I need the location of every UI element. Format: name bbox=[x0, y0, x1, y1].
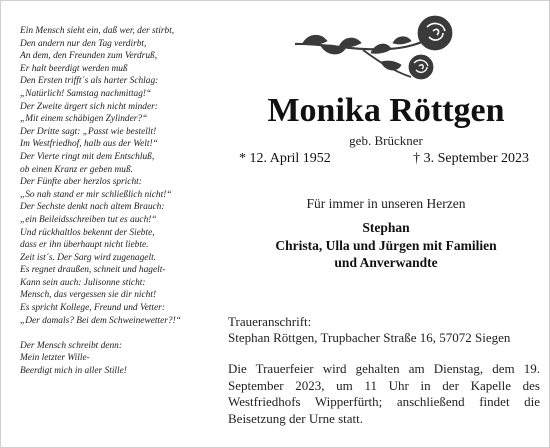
born-name: geb. Brückner bbox=[349, 133, 423, 148]
address-label: Traueranschrift: bbox=[228, 314, 312, 329]
poem-line: Der Sechste denkt nach altem Brauch: bbox=[20, 202, 165, 213]
poem-closing-line: Beerdigt mich in aller Stille! bbox=[20, 366, 127, 377]
poem-line: Ein Mensch sieht ein, daß wer, der stirbt, bbox=[20, 26, 175, 36]
poem-line: Mensch, das vergessen sie dir nicht! bbox=[20, 290, 157, 301]
mourners bbox=[226, 219, 546, 272]
poem-closing-line: Der Mensch schreibt denn: bbox=[20, 340, 122, 351]
poem-line: „Natürlich! Samstag nachmittag!“ bbox=[20, 88, 152, 99]
death-date: † 3. September 2023 bbox=[413, 151, 529, 166]
birth-date: * 12. April 1952 bbox=[239, 151, 331, 166]
poem-line: „Der damals? Bei dem Schweinewetter?!“ bbox=[20, 315, 181, 326]
poem-line: Zeit ist´s. Der Sarg wird zugenagelt. bbox=[20, 252, 157, 263]
poem-line: Im Westfriedhof, halb aus der Welt!“ bbox=[20, 139, 158, 150]
ceremony-text: Die Trauerfeier wird gehalten am Dienstag, dem 19. September 2023, um 11 Uhr in der Kapelle des Westfriedhofs Wipperfürth; anschließend findet die Beisetzung der Urne statt. bbox=[228, 361, 540, 426]
poem-line: Es spricht Kollege, Freund und Vetter: bbox=[20, 303, 165, 314]
address-value: Stephan Röttgen, Trupbacher Straße 16, 57072 Siegen bbox=[228, 330, 511, 345]
poem-line: „Mit einem schäbigen Zylinder?“ bbox=[20, 114, 148, 125]
poem-line: Und rückhaltlos bekennt der Siebte, bbox=[20, 227, 155, 238]
poem-line: Es regnet draußen, schneit und hagelt- bbox=[20, 265, 166, 276]
poem-line: Er halt beerdigt werden muß bbox=[20, 63, 128, 74]
mourner-line: Stephan bbox=[362, 220, 410, 235]
poem-line: Der Fünfte aber herzlos spricht: bbox=[20, 177, 142, 188]
poem-line: Der Vierte ringt mit dem Entschluß, bbox=[20, 151, 155, 162]
poem bbox=[20, 25, 220, 378]
mourner-line: und Anverwandte bbox=[334, 255, 438, 270]
mourning-address bbox=[228, 314, 548, 346]
memory-line: Für immer in unseren Herzen bbox=[306, 196, 466, 211]
poem-line: ob einen Kranz er geben muß. bbox=[20, 164, 134, 175]
poem-line: „So nah stand er mir schließlich nicht!“ bbox=[20, 189, 172, 200]
deceased-name: Monika Röttgen bbox=[267, 92, 505, 129]
poem-line: Den Ersten trifft´s als harter Schlag: bbox=[20, 76, 159, 87]
roses-icon bbox=[293, 13, 459, 81]
poem-line: An dem, den Freunden zum Verdruß, bbox=[20, 51, 158, 62]
poem-line: dass er ihn überhaupt nicht liebte. bbox=[20, 240, 149, 251]
poem-line: Der Zweite ärgert sich nicht minder: bbox=[20, 101, 158, 112]
poem-line: „ein Beileidsschreiben tut es auch!“ bbox=[20, 214, 157, 225]
poem-line: Der Dritte sagt: „Passt wie bestellt! bbox=[20, 126, 157, 137]
poem-closing-line: Mein letzter Wille- bbox=[20, 353, 90, 364]
poem-line: Den andern nur den Tag verdirbt, bbox=[20, 38, 147, 49]
poem-line: Kann sein auch: Julisonne sticht: bbox=[20, 277, 146, 288]
stanza-gap bbox=[20, 327, 220, 340]
mourner-line: Christa, Ulla und Jürgen mit Familien bbox=[275, 237, 497, 253]
